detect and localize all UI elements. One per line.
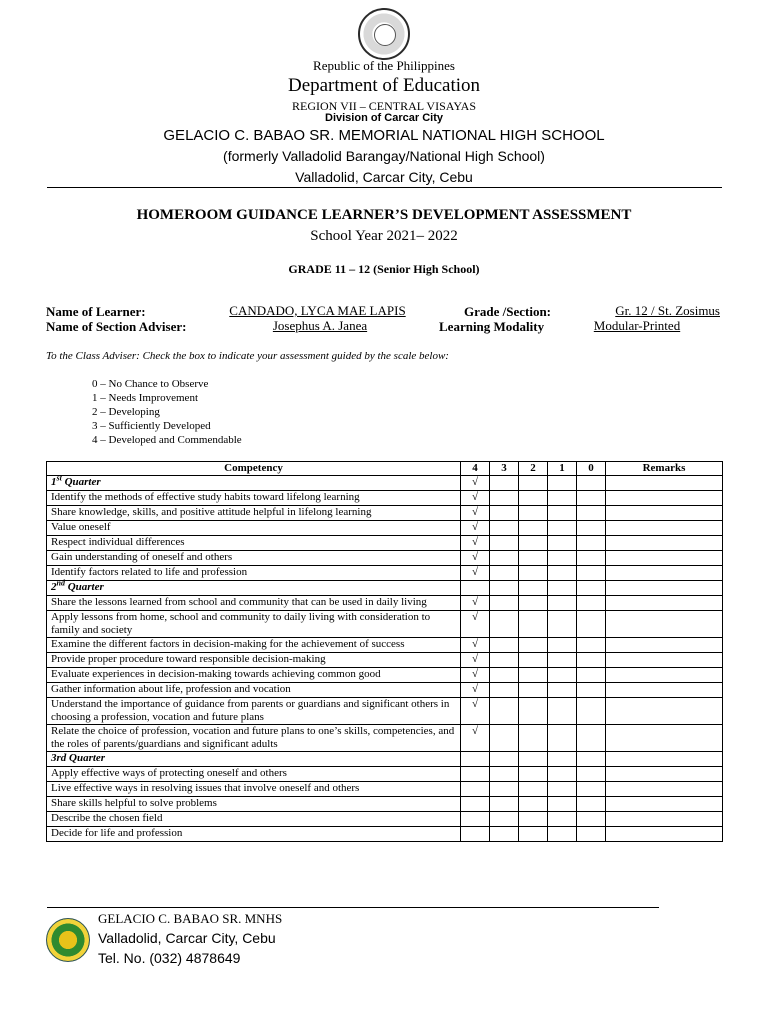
rating-cell[interactable] bbox=[577, 521, 606, 536]
check-cell[interactable]: √ bbox=[461, 698, 490, 725]
check-cell[interactable]: √ bbox=[461, 506, 490, 521]
rating-cell[interactable] bbox=[577, 668, 606, 683]
rating-cell[interactable] bbox=[548, 596, 577, 611]
check-cell[interactable]: √ bbox=[461, 536, 490, 551]
table-row bbox=[47, 566, 723, 581]
rating-cell[interactable] bbox=[461, 797, 490, 812]
table-row bbox=[47, 521, 723, 536]
header-remarks: Remarks bbox=[606, 462, 723, 476]
header-1: 1 bbox=[548, 462, 577, 476]
remarks-cell[interactable] bbox=[606, 506, 723, 521]
grade-section-value: Gr. 12 / St. Zosimus bbox=[615, 303, 720, 318]
rating-cell[interactable] bbox=[577, 797, 606, 812]
rating-cell[interactable] bbox=[577, 638, 606, 653]
rating-cell[interactable] bbox=[519, 797, 548, 812]
table-row bbox=[47, 797, 723, 812]
scale-item-0: 0 – No Chance to Observe bbox=[92, 378, 209, 390]
check-cell[interactable]: √ bbox=[461, 491, 490, 506]
adviser-label: Name of Section Adviser: bbox=[46, 319, 187, 334]
competency-cell: Identify the methods of effective study habits toward lifelong learning bbox=[47, 491, 461, 506]
rating-cell[interactable] bbox=[519, 698, 548, 725]
school-address: Valladolid, Carcar City, Cebu bbox=[295, 169, 473, 185]
rating-cell[interactable] bbox=[548, 752, 577, 767]
rating-cell[interactable] bbox=[577, 827, 606, 842]
remarks-cell[interactable] bbox=[606, 752, 723, 767]
school-logo bbox=[46, 918, 90, 962]
competency-cell: Examine the different factors in decision-making for the achievement of success bbox=[47, 638, 461, 653]
competency-cell: Share skills helpful to solve problems bbox=[47, 797, 461, 812]
table-row bbox=[47, 491, 723, 506]
quarter-label: 2nd Quarter bbox=[47, 581, 461, 596]
footer-address: Valladolid, Carcar City, Cebu bbox=[98, 930, 276, 946]
scale-item-3: 3 – Sufficiently Developed bbox=[92, 420, 211, 432]
grade-section-label: Grade /Section: bbox=[464, 304, 552, 319]
remarks-cell[interactable] bbox=[606, 581, 723, 596]
rating-cell[interactable] bbox=[490, 683, 519, 698]
rating-cell[interactable] bbox=[548, 491, 577, 506]
rating-cell[interactable] bbox=[548, 566, 577, 581]
rating-cell[interactable] bbox=[548, 653, 577, 668]
rating-cell[interactable] bbox=[519, 521, 548, 536]
rating-cell[interactable] bbox=[519, 827, 548, 842]
school-formerly: (formerly Valladolid Barangay/National High School) bbox=[223, 148, 545, 164]
table-row bbox=[47, 782, 723, 797]
footer-school: GELACIO C. BABAO SR. MNHS bbox=[98, 911, 283, 926]
competency-cell: Apply lessons from home, school and community to daily living with consideration to family and society bbox=[47, 611, 461, 638]
rating-cell[interactable] bbox=[577, 506, 606, 521]
learner-name-label: Name of Learner: bbox=[46, 304, 146, 319]
quarter-row bbox=[47, 581, 723, 596]
rating-cell[interactable] bbox=[490, 566, 519, 581]
header-3: 3 bbox=[490, 462, 519, 476]
remarks-cell[interactable] bbox=[606, 683, 723, 698]
rating-cell[interactable] bbox=[490, 767, 519, 782]
rating-cell[interactable] bbox=[577, 581, 606, 596]
form-title: HOMEROOM GUIDANCE LEARNER’S DEVELOPMENT ASSESSMENT bbox=[136, 207, 632, 223]
remarks-cell[interactable] bbox=[606, 698, 723, 725]
competency-cell: Share the lessons learned from school and community that can be used in daily living bbox=[47, 596, 461, 611]
rating-cell[interactable] bbox=[548, 476, 577, 491]
rating-cell[interactable] bbox=[577, 782, 606, 797]
check-cell[interactable]: √ bbox=[461, 638, 490, 653]
footer-divider bbox=[47, 907, 659, 908]
table-row bbox=[47, 638, 723, 653]
rating-cell[interactable] bbox=[519, 581, 548, 596]
remarks-cell[interactable] bbox=[606, 551, 723, 566]
competency-cell: Respect individual differences bbox=[47, 536, 461, 551]
competency-cell: Relate the choice of profession, vocation and future plans to one’s skills, competencies, and the roles of parents/guardians and significant adults bbox=[47, 725, 461, 752]
rating-cell[interactable] bbox=[490, 827, 519, 842]
remarks-cell[interactable] bbox=[606, 638, 723, 653]
check-cell[interactable]: √ bbox=[461, 683, 490, 698]
quarter-row bbox=[47, 476, 723, 491]
competency-table bbox=[46, 461, 723, 842]
rating-cell[interactable] bbox=[577, 683, 606, 698]
check-cell[interactable]: √ bbox=[461, 668, 490, 683]
rating-cell[interactable] bbox=[577, 725, 606, 752]
region-line: REGION VII – CENTRAL VISAYAS bbox=[291, 99, 476, 113]
check-cell[interactable]: √ bbox=[461, 566, 490, 581]
rating-cell[interactable] bbox=[548, 536, 577, 551]
rating-cell[interactable] bbox=[461, 812, 490, 827]
rating-cell[interactable] bbox=[490, 812, 519, 827]
rating-cell[interactable] bbox=[490, 725, 519, 752]
header-0: 0 bbox=[577, 462, 606, 476]
rating-cell[interactable] bbox=[548, 827, 577, 842]
rating-cell[interactable] bbox=[490, 752, 519, 767]
deped-seal bbox=[358, 8, 410, 60]
rating-cell[interactable] bbox=[490, 611, 519, 638]
check-cell[interactable]: √ bbox=[461, 725, 490, 752]
competency-cell: Provide proper procedure toward responsible decision-making bbox=[47, 653, 461, 668]
rating-cell[interactable] bbox=[577, 698, 606, 725]
rating-cell[interactable] bbox=[577, 767, 606, 782]
check-cell[interactable]: √ bbox=[461, 653, 490, 668]
rating-cell[interactable] bbox=[490, 596, 519, 611]
remarks-cell[interactable] bbox=[606, 491, 723, 506]
check-cell[interactable]: √ bbox=[461, 551, 490, 566]
competency-cell: Gather information about life, profession and vocation bbox=[47, 683, 461, 698]
rating-cell[interactable] bbox=[519, 812, 548, 827]
rating-cell[interactable] bbox=[490, 551, 519, 566]
table-row bbox=[47, 767, 723, 782]
table-row bbox=[47, 812, 723, 827]
remarks-cell[interactable] bbox=[606, 566, 723, 581]
rating-cell[interactable] bbox=[548, 683, 577, 698]
table-row bbox=[47, 551, 723, 566]
rating-cell[interactable] bbox=[548, 611, 577, 638]
table-row bbox=[47, 596, 723, 611]
learner-name-value: CANDADO, LYCA MAE LAPIS bbox=[229, 303, 406, 318]
rating-cell[interactable] bbox=[461, 782, 490, 797]
table-row bbox=[47, 668, 723, 683]
rating-cell[interactable] bbox=[519, 683, 548, 698]
rating-cell[interactable] bbox=[548, 767, 577, 782]
check-cell[interactable]: √ bbox=[461, 596, 490, 611]
rating-cell[interactable] bbox=[461, 767, 490, 782]
remarks-cell[interactable] bbox=[606, 782, 723, 797]
department-title: Department of Education bbox=[287, 75, 481, 96]
rating-cell[interactable] bbox=[490, 797, 519, 812]
competency-cell: Share knowledge, skills, and positive attitude helpful in lifelong learning bbox=[47, 506, 461, 521]
remarks-cell[interactable] bbox=[606, 611, 723, 638]
remarks-cell[interactable] bbox=[606, 476, 723, 491]
check-cell[interactable]: √ bbox=[461, 521, 490, 536]
school-year: School Year 2021– 2022 bbox=[310, 228, 458, 244]
remarks-cell[interactable] bbox=[606, 521, 723, 536]
rating-cell[interactable] bbox=[519, 536, 548, 551]
rating-cell[interactable] bbox=[577, 551, 606, 566]
remarks-cell[interactable] bbox=[606, 653, 723, 668]
rating-cell[interactable] bbox=[519, 566, 548, 581]
table-row bbox=[47, 827, 723, 842]
rating-cell[interactable] bbox=[490, 536, 519, 551]
footer-tel: Tel. No. (032) 4878649 bbox=[98, 950, 241, 966]
instruction-text: To the Class Adviser: Check the box to indicate your assessment guided by the scale below: bbox=[46, 350, 449, 362]
remarks-cell[interactable] bbox=[606, 767, 723, 782]
rating-scale bbox=[92, 377, 242, 447]
rating-cell[interactable] bbox=[548, 812, 577, 827]
check-cell[interactable]: √ bbox=[461, 476, 490, 491]
rating-cell[interactable] bbox=[577, 476, 606, 491]
competency-cell: Gain understanding of oneself and others bbox=[47, 551, 461, 566]
rating-cell[interactable] bbox=[577, 752, 606, 767]
remarks-cell[interactable] bbox=[606, 596, 723, 611]
rating-cell[interactable] bbox=[519, 491, 548, 506]
remarks-cell[interactable] bbox=[606, 725, 723, 752]
competency-cell: Apply effective ways of protecting oneself and others bbox=[47, 767, 461, 782]
header-divider bbox=[47, 187, 722, 188]
rating-cell[interactable] bbox=[490, 698, 519, 725]
division-line: Division of Carcar City bbox=[325, 112, 443, 124]
rating-cell[interactable] bbox=[548, 581, 577, 596]
rating-cell[interactable] bbox=[490, 653, 519, 668]
rating-cell[interactable] bbox=[490, 491, 519, 506]
rating-cell[interactable] bbox=[490, 782, 519, 797]
remarks-cell[interactable] bbox=[606, 812, 723, 827]
rating-cell[interactable] bbox=[548, 797, 577, 812]
rating-cell[interactable] bbox=[548, 668, 577, 683]
rating-cell[interactable] bbox=[577, 611, 606, 638]
rating-cell[interactable] bbox=[519, 551, 548, 566]
rating-cell[interactable] bbox=[490, 521, 519, 536]
rating-cell[interactable] bbox=[461, 581, 490, 596]
rating-cell[interactable] bbox=[461, 827, 490, 842]
table-row bbox=[47, 725, 723, 752]
competency-cell: Evaluate experiences in decision-making towards achieving common good bbox=[47, 668, 461, 683]
scale-item-2: 2 – Developing bbox=[92, 406, 160, 418]
rating-cell[interactable] bbox=[519, 725, 548, 752]
rating-cell[interactable] bbox=[577, 812, 606, 827]
rating-cell[interactable] bbox=[577, 491, 606, 506]
check-cell[interactable]: √ bbox=[461, 611, 490, 638]
modality-label: Learning Modality bbox=[439, 319, 545, 334]
republic-line: Republic of the Philippines bbox=[313, 58, 455, 73]
rating-cell[interactable] bbox=[548, 638, 577, 653]
school-name: GELACIO C. BABAO SR. MEMORIAL NATIONAL HIGH SCHOOL bbox=[163, 127, 605, 144]
rating-cell[interactable] bbox=[577, 566, 606, 581]
quarter-row bbox=[47, 752, 723, 767]
header-4: 4 bbox=[461, 462, 490, 476]
rating-cell[interactable] bbox=[519, 767, 548, 782]
rating-cell[interactable] bbox=[577, 653, 606, 668]
table-header-row bbox=[47, 462, 723, 476]
rating-cell[interactable] bbox=[577, 536, 606, 551]
modality-value: Modular-Printed bbox=[593, 318, 681, 333]
rating-cell[interactable] bbox=[490, 506, 519, 521]
rating-cell[interactable] bbox=[519, 611, 548, 638]
grade-level: GRADE 11 – 12 (Senior High School) bbox=[288, 262, 480, 276]
rating-cell[interactable] bbox=[548, 551, 577, 566]
quarter-label: 3rd Quarter bbox=[47, 752, 461, 767]
table-row bbox=[47, 698, 723, 725]
table-row bbox=[47, 653, 723, 668]
competency-cell: Identify factors related to life and profession bbox=[47, 566, 461, 581]
table-row bbox=[47, 683, 723, 698]
scale-item-4: 4 – Developed and Commendable bbox=[92, 434, 242, 446]
rating-cell[interactable] bbox=[548, 506, 577, 521]
table-row bbox=[47, 536, 723, 551]
rating-cell[interactable] bbox=[490, 668, 519, 683]
remarks-cell[interactable] bbox=[606, 827, 723, 842]
rating-cell[interactable] bbox=[519, 506, 548, 521]
rating-cell[interactable] bbox=[461, 752, 490, 767]
rating-cell[interactable] bbox=[548, 521, 577, 536]
rating-cell[interactable] bbox=[519, 752, 548, 767]
rating-cell[interactable] bbox=[548, 698, 577, 725]
rating-cell[interactable] bbox=[490, 638, 519, 653]
competency-cell: Decide for life and profession bbox=[47, 827, 461, 842]
rating-cell[interactable] bbox=[519, 653, 548, 668]
remarks-cell[interactable] bbox=[606, 797, 723, 812]
scale-item-1: 1 – Needs Improvement bbox=[92, 392, 198, 404]
rating-cell[interactable] bbox=[519, 668, 548, 683]
table-row bbox=[47, 611, 723, 638]
header-2: 2 bbox=[519, 462, 548, 476]
rating-cell[interactable] bbox=[577, 596, 606, 611]
quarter-label: 1st Quarter bbox=[47, 476, 461, 491]
rating-cell[interactable] bbox=[519, 596, 548, 611]
rating-cell[interactable] bbox=[490, 581, 519, 596]
remarks-cell[interactable] bbox=[606, 536, 723, 551]
remarks-cell[interactable] bbox=[606, 668, 723, 683]
rating-cell[interactable] bbox=[519, 638, 548, 653]
competency-cell: Value oneself bbox=[47, 521, 461, 536]
rating-cell[interactable] bbox=[490, 476, 519, 491]
adviser-value: Josephus A. Janea bbox=[272, 318, 368, 333]
competency-cell: Understand the importance of guidance from parents or guardians and significant others in choosing a profession, vocation and future plans bbox=[47, 698, 461, 725]
rating-cell[interactable] bbox=[548, 782, 577, 797]
rating-cell[interactable] bbox=[519, 782, 548, 797]
rating-cell[interactable] bbox=[548, 725, 577, 752]
competency-cell: Live effective ways in resolving issues that involve oneself and others bbox=[47, 782, 461, 797]
rating-cell[interactable] bbox=[519, 476, 548, 491]
header-competency: Competency bbox=[47, 462, 461, 476]
table-row bbox=[47, 506, 723, 521]
competency-cell: Describe the chosen field bbox=[47, 812, 461, 827]
